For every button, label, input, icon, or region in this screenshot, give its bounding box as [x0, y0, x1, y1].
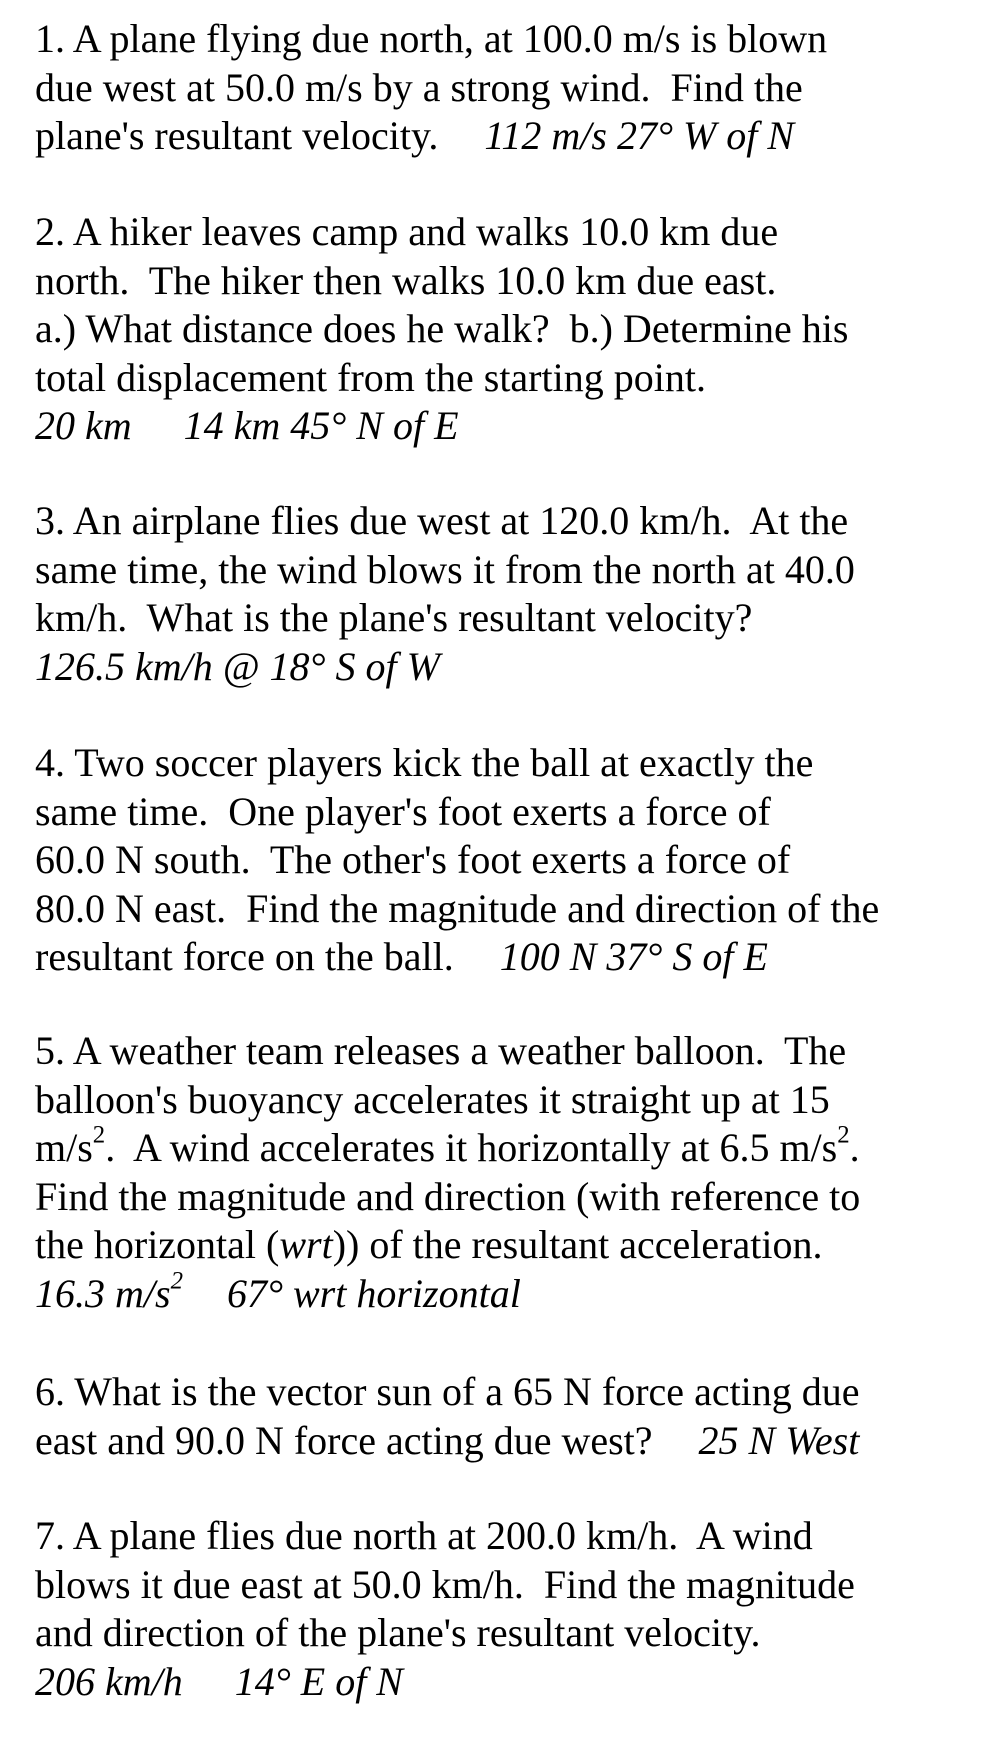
problem-text-line: 60.0 N south. The other's foot exerts a force of: [35, 837, 791, 882]
answer-a: 16.3 m/s: [35, 1270, 171, 1316]
answer: 25 N West: [698, 1417, 860, 1463]
answer: 112 m/s 27° W of N: [484, 113, 795, 158]
answer-a: 20 km: [35, 403, 132, 448]
superscript: 2: [92, 1121, 106, 1149]
problem-text-line: north. The hiker then walks 10.0 km due east.: [35, 257, 777, 303]
problem-1: [35, 15, 975, 161]
punctuation: .: [849, 1125, 860, 1170]
superscript: 2: [170, 1266, 183, 1294]
answer-b: 67° wrt horizontal: [226, 1270, 521, 1316]
problem-7: [35, 1512, 975, 1706]
wrt-abbrev: wrt: [279, 1222, 333, 1267]
problem-text-line: . A wind accelerates it horizontally at 6.5 m/s: [105, 1125, 838, 1170]
problem-text-line: balloon's buoyancy accelerates it straight up at 15: [35, 1076, 830, 1122]
problem-text-line: and direction of the plane's resultant velocity.: [35, 1610, 761, 1655]
problem-text-line: 1. A plane flying due north, at 100.0 m/s is blown: [35, 16, 828, 61]
problem-text-line: km/h. What is the plane's resultant velocity?: [35, 595, 753, 640]
problem-text-line: due west at 50.0 m/s by a strong wind. Find the: [35, 64, 803, 110]
answer: 100 N 37° S of E: [499, 934, 768, 979]
problem-text-line: the horizontal (: [35, 1222, 280, 1267]
problem-2: [35, 208, 975, 451]
superscript: 2: [837, 1121, 850, 1149]
problem-text-line: resultant force on the ball.: [35, 934, 454, 979]
problem-5: [35, 1027, 975, 1318]
problem-6: [35, 1368, 975, 1465]
answer-b: 14 km 45° N of E: [183, 403, 459, 448]
problem-text-line: total displacement from the starting point.: [35, 354, 706, 400]
problem-text-line: 7. A plane flies due north at 200.0 km/h. A wind: [35, 1513, 813, 1558]
problem-text-line: 6. What is the vector sun of a 65 N force acting due: [35, 1369, 860, 1414]
problem-text-line: a.) What distance does he walk? b.) Determine his: [35, 306, 849, 351]
answer: 126.5 km/h @ 18° S of W: [35, 643, 440, 689]
answer-a: 206 km/h: [35, 1658, 183, 1704]
problem-4: [35, 739, 975, 982]
problem-text-line: 3. An airplane flies due west at 120.0 km/h. At the: [35, 498, 849, 543]
problem-text-line: blows it due east at 50.0 km/h. Find the magnitude: [35, 1561, 855, 1607]
unit-text: m/s: [35, 1125, 93, 1170]
problem-text-line: 5. A weather team releases a weather balloon. The: [35, 1028, 847, 1073]
problem-text-line: 2. A hiker leaves camp and walks 10.0 km due: [35, 209, 779, 254]
problem-text-line: same time, the wind blows it from the north at 40.0: [35, 546, 855, 592]
answer-b: 14° E of N: [234, 1658, 403, 1704]
problem-text-line: 80.0 N east. Find the magnitude and direction of the: [35, 885, 880, 931]
problem-text-line: )) of the resultant acceleration.: [332, 1222, 823, 1267]
problem-text-line: 4. Two soccer players kick the ball at exactly the: [35, 740, 814, 785]
problem-text-line: east and 90.0 N force acting due west?: [35, 1417, 653, 1463]
problem-text-line: Find the magnitude and direction (with reference to: [35, 1173, 861, 1219]
problem-text-line: same time. One player's foot exerts a force of: [35, 788, 771, 834]
problem-text-line: plane's resultant velocity.: [35, 113, 439, 158]
problem-3: [35, 497, 975, 691]
